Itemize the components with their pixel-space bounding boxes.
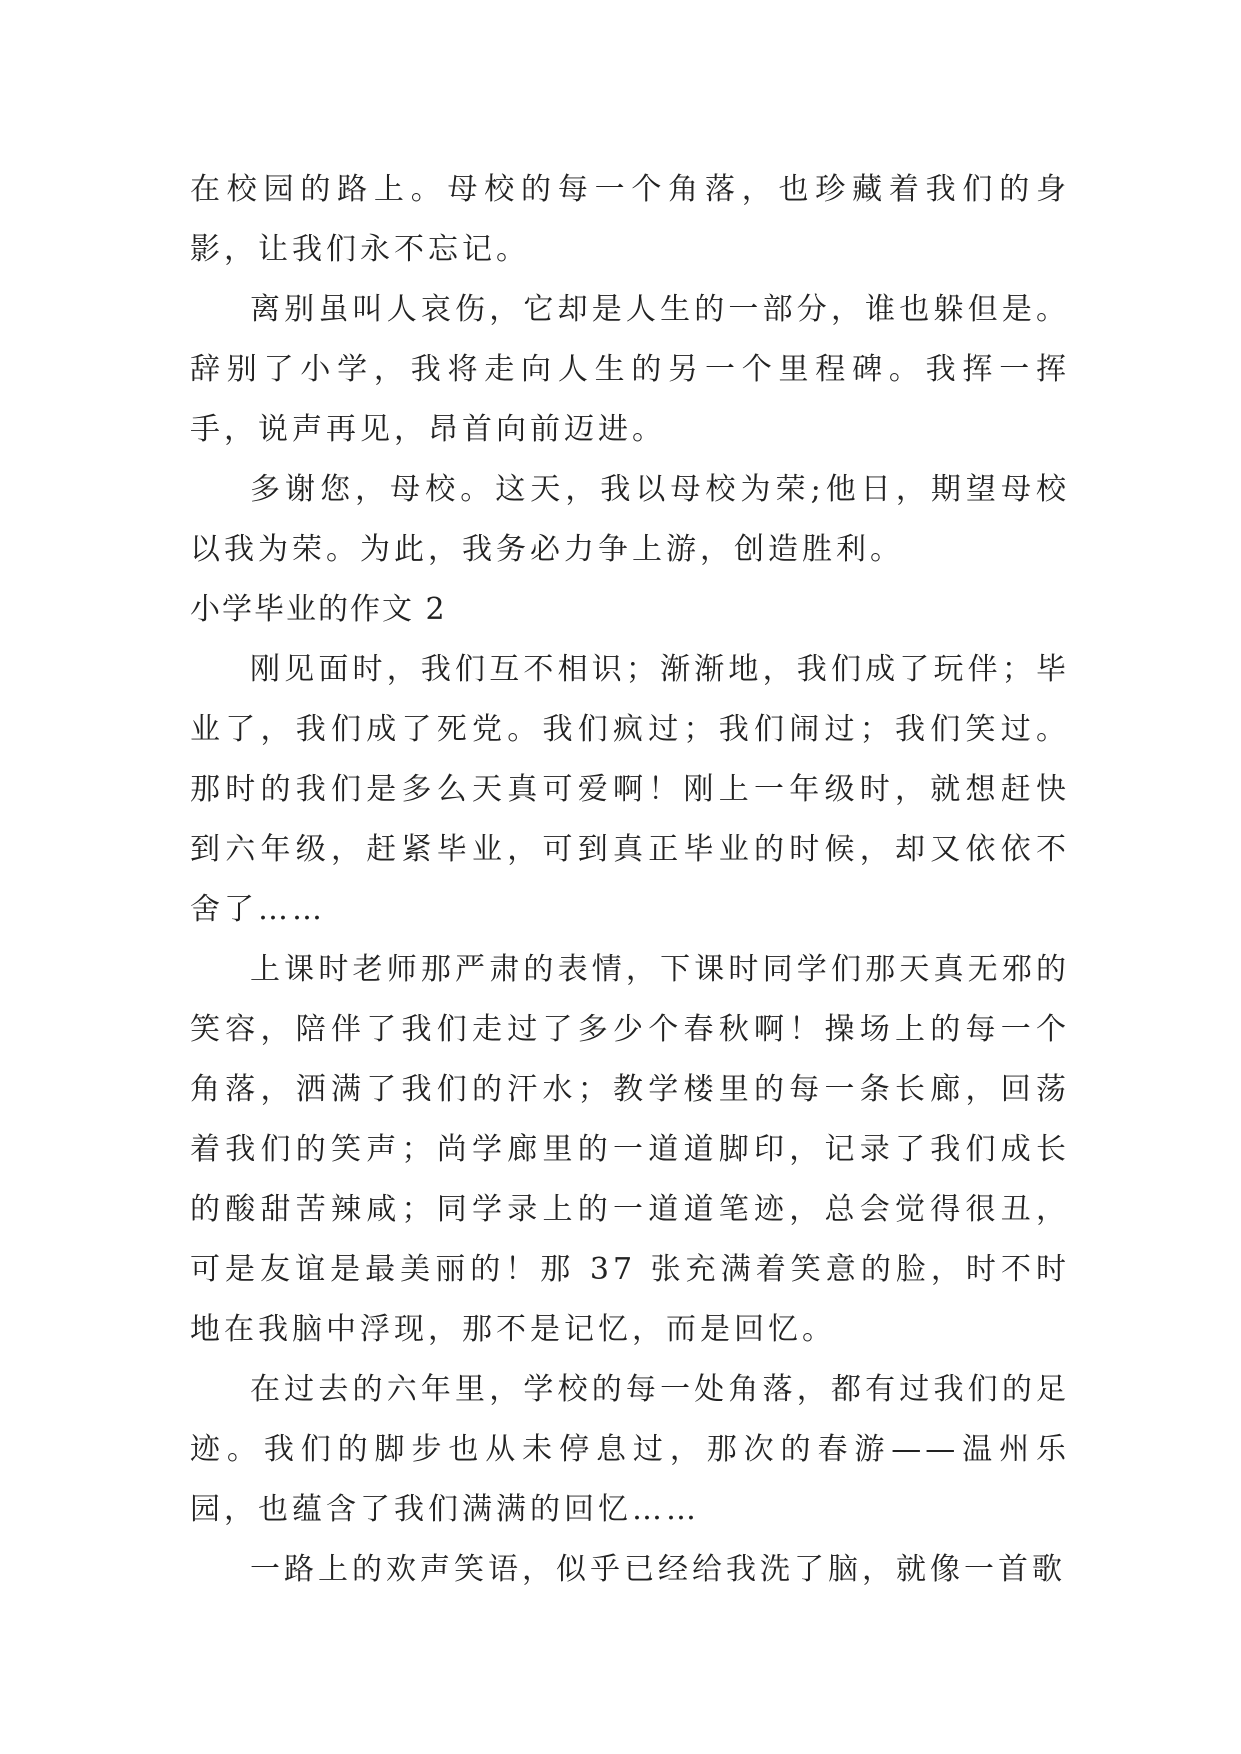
paragraph-six-years: 在过去的六年里，学校的每一处角落，都有过我们的足迹。我们的脚步也从未停息过，那次的春游——温州乐园，也蕴含了我们满满的回忆……: [190, 1372, 1070, 1527]
paragraph-continuation: 在校园的路上。母校的每一个角落，也珍藏着我们的身影，让我们永不忘记。: [190, 172, 1070, 267]
paragraph-trip: 一路上的欢声笑语，似乎已经给我洗了脑，就像一首歌: [250, 1552, 1066, 1587]
paragraph-thanks: 多谢您，母校。这天，我以母校为荣;他日，期望母校以我为荣。为此，我务必力争上游，创造胜利。: [190, 472, 1070, 567]
paragraph-farewell: 离别虽叫人哀伤，它却是人生的一部分，谁也躲但是。辞别了小学，我将走向人生的另一个里程碑。我挥一挥手，说声再见，昂首向前迈进。: [190, 292, 1070, 447]
section-heading: 小学毕业的作文 2: [190, 592, 447, 627]
paragraph-school-memories: 上课时老师那严肃的表情，下课时同学们那天真无邪的笑容，陪伴了我们走过了多少个春秋啊！操场上的每一个角落，洒满了我们的汗水；教学楼里的每一条长廊，回荡着我们的笑声；尚学廊里的一道道脚印，记录了我们成长的酸甜苦辣咸；同学录上的一道道笔迹，总会觉得很丑，可是友谊是最美丽的！那 37 张充满着笑意的脸，时不时地在我脑中浮现，那不是记忆，而是回忆。: [190, 952, 1070, 1347]
document-body: [190, 160, 1070, 1600]
paragraph-first-meeting: 刚见面时，我们互不相识；渐渐地，我们成了玩伴；毕业了，我们成了死党。我们疯过；我们闹过；我们笑过。那时的我们是多么天真可爱啊！刚上一年级时，就想赶快到六年级，赶紧毕业，可到真正毕业的时候，却又依依不舍了……: [190, 652, 1070, 927]
